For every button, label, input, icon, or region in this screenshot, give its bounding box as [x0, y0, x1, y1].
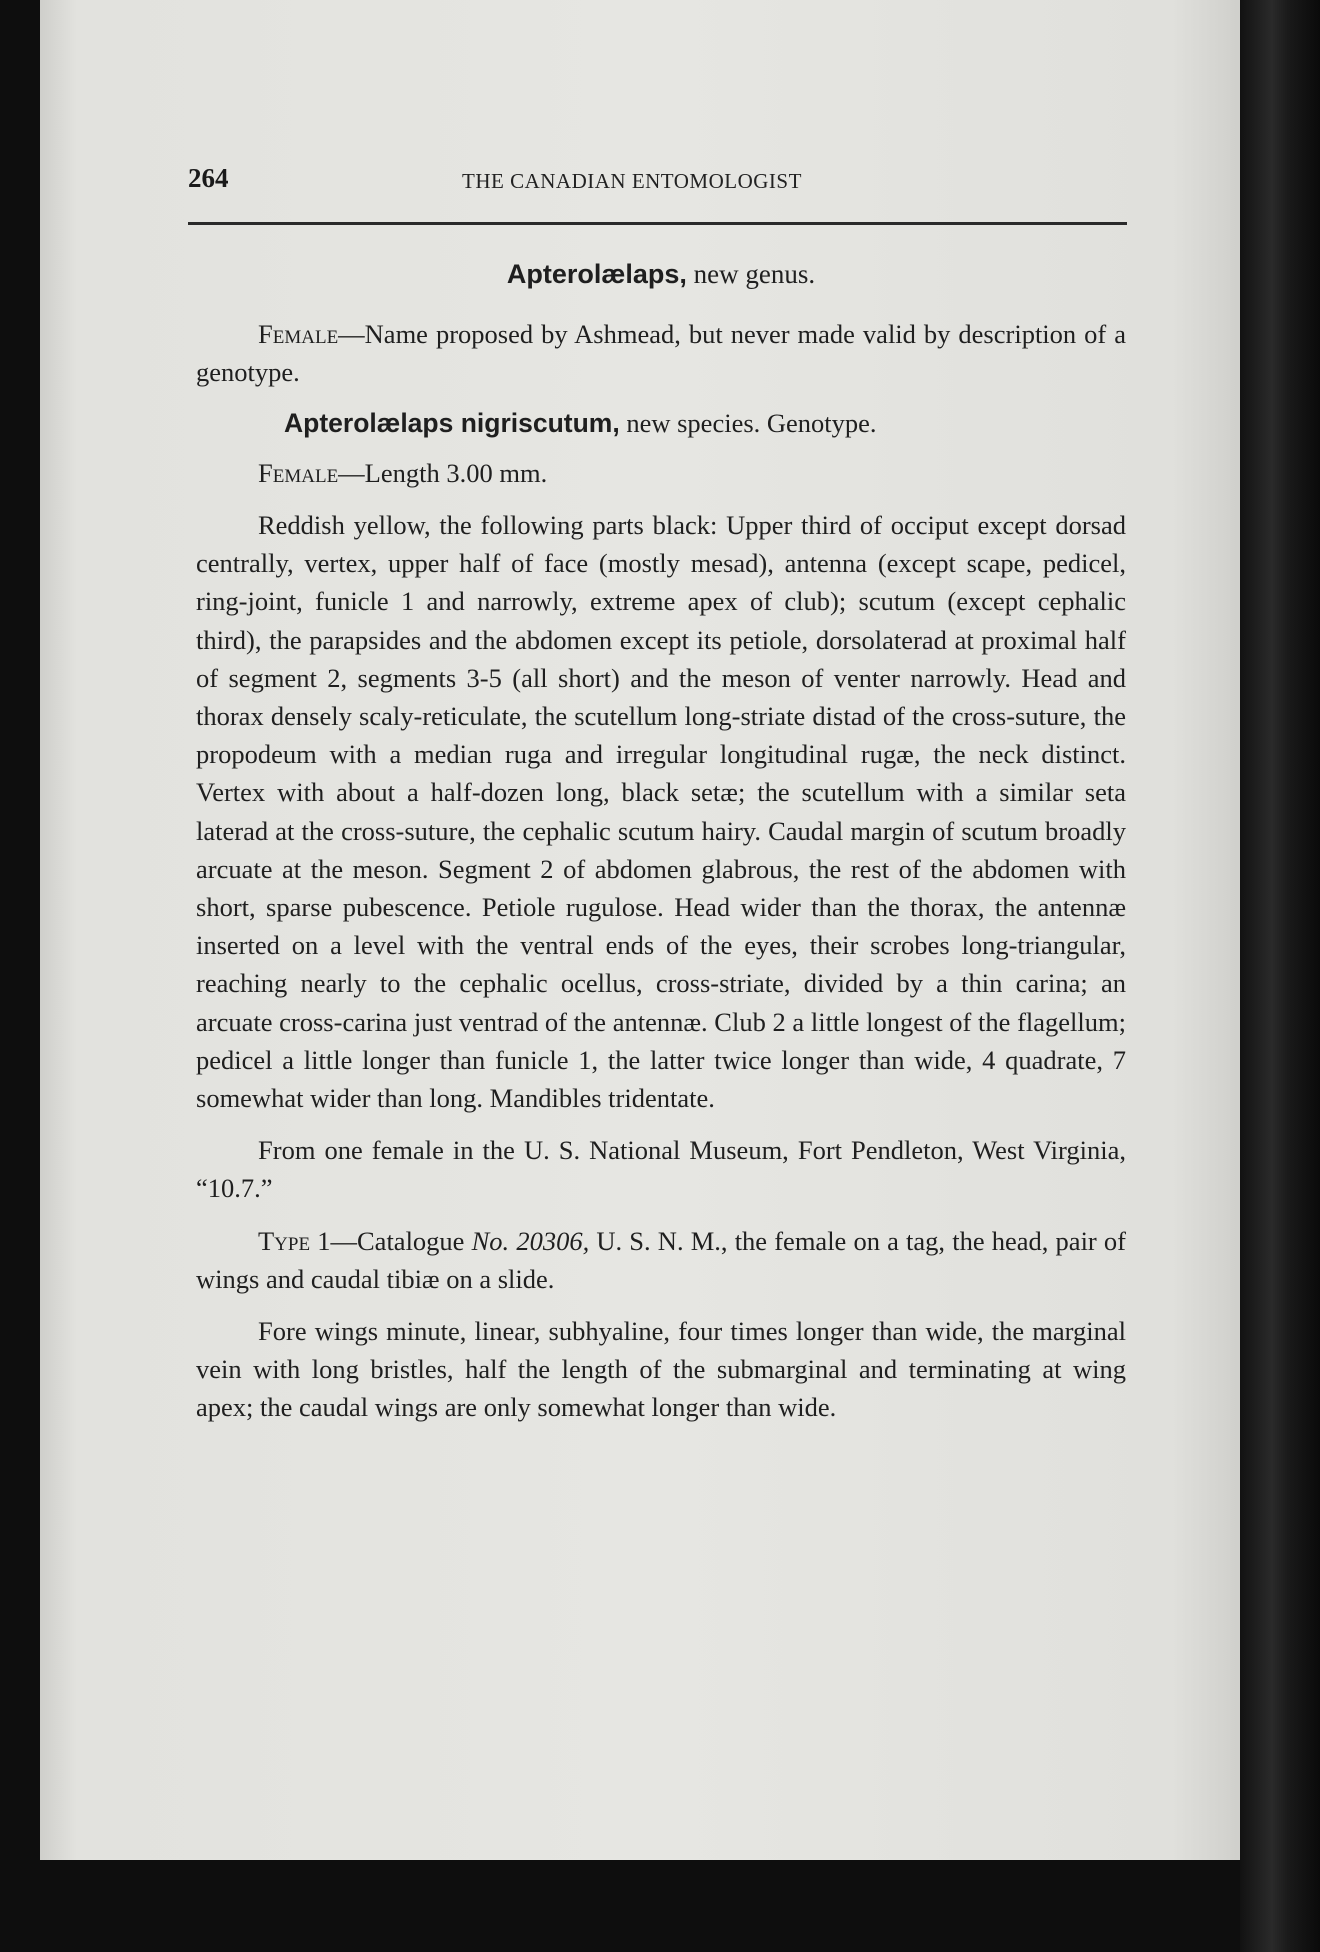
genus-heading [196, 255, 1126, 293]
female-label: Female [258, 319, 339, 350]
type-label: Type [258, 1225, 311, 1256]
catalogue-number: No. 20306, [471, 1225, 590, 1256]
genus-female-paragraph [196, 315, 1126, 391]
description-paragraph: Reddish yellow, the following parts black: Upper third of occiput except dorsad centrally, vertex, upper half of face (mostly mesad), antenna (except scape, pedicel, ring-joint, funicle 1 and narrowly, extreme apex of club); scutum (except cephalic third), the parapsides and the abdomen except its petiole, dorsolaterad at proximal half of segment 2, segments 3-5 (all short) and the meson of venter narrowly. Head and thorax densely scaly-reticulate, the scutellum long-striate distad of the cross-suture, the propodeum with a median ruga and irregular longitudinal rugæ, the neck distinct. Vertex with about a half-dozen long, black setæ; the scutellum with a similar seta laterad at the cross-suture, the cephalic scutum hairy. Caudal margin of scutum broadly arcuate at the meson. Segment 2 of abdomen glabrous, the rest of the abdomen with short, sparse pubescence. Petiole rugulose. Head wider than the thorax, the antennæ inserted on a level with the ventral ends of the eyes, their scrobes long-triangular, reaching nearly to the cephalic ocellus, cross-striate, divided by a thin carina; an arcuate cross-carina just ventrad of the antennæ. Club 2 a little longest of the flagellum; pedicel a little longer than funicle 1, the latter twice longer than wide, 4 quadrate, 7 somewhat wider than long. Mandibles tridentate. [196, 510, 1126, 1114]
species-female-text: —Length 3.00 mm. [338, 457, 548, 488]
locality-paragraph: From one female in the U. S. National Museum, Fort Pendleton, West Virginia, “10.7.” [196, 1135, 1126, 1204]
type-post: U. S. N. M., the female on a tag, the head, pair of wings and caudal tibiæ on a slide. [196, 1225, 1126, 1294]
species-name: Apterolælaps nigriscutum, [284, 407, 620, 438]
type-paragraph [196, 1222, 1126, 1298]
adjacent-page-edge [1240, 0, 1320, 1952]
species-female-paragraph [196, 454, 1126, 492]
page-number: 264 [188, 163, 229, 193]
type-pre: 1—Catalogue [310, 1225, 472, 1256]
header-rule [188, 222, 1127, 225]
genus-female-text: —Name proposed by Ashmead, but never made valid by description of a genotype. [196, 319, 1126, 388]
genus-suffix: new genus. [686, 259, 816, 289]
female-label: Female [258, 457, 339, 488]
species-suffix: new species. Genotype. [619, 407, 877, 438]
article-body [196, 255, 1126, 1427]
page-header [152, 163, 1127, 203]
genus-name: Apterolælaps, [506, 259, 687, 289]
species-heading [196, 404, 1126, 442]
wings-paragraph: Fore wings minute, linear, subhyaline, four times longer than wide, the marginal vein with long bristles, half the length of the submarginal and terminating at wing apex; the caudal wings are only somewhat longer than wide. [196, 1316, 1126, 1423]
running-head: THE CANADIAN ENTOMOLOGIST [462, 169, 802, 193]
